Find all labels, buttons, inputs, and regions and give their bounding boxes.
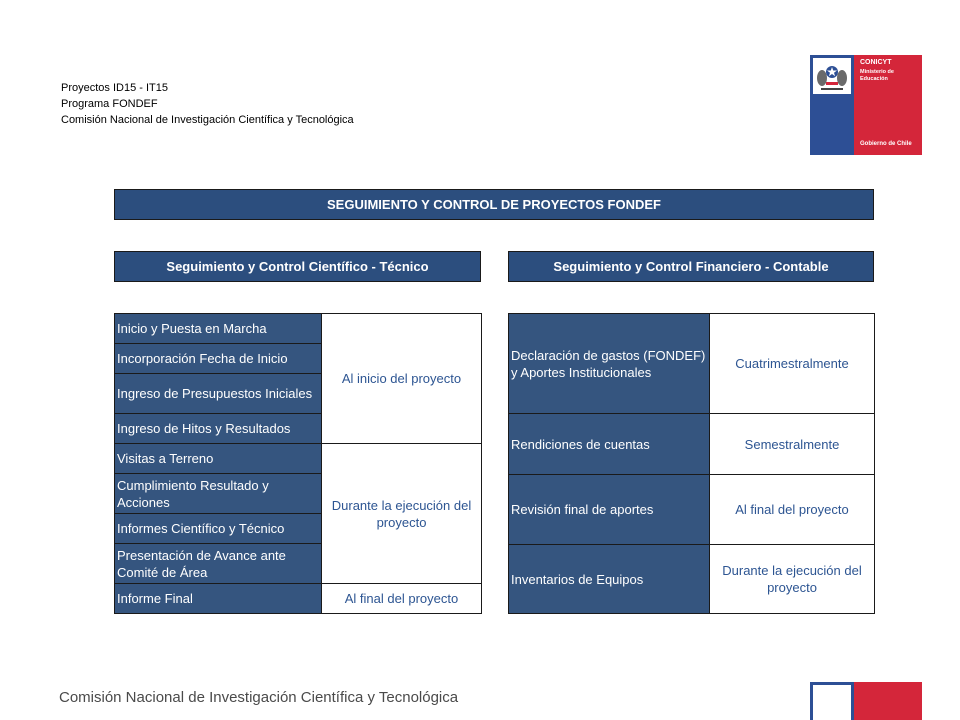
logo-subtitle-1: Ministerio de [860, 69, 894, 75]
table-row [115, 584, 482, 614]
header-line-3: Comisión Nacional de Investigación Científica y Tecnológica [61, 114, 354, 126]
row-label: Rendiciones de cuentas [509, 414, 710, 475]
row-value: Semestralmente [710, 414, 875, 475]
table-row [509, 314, 875, 414]
left-table [114, 313, 482, 614]
right-section-header: Seguimiento y Control Financiero - Contable [508, 251, 874, 282]
row-label: Revisión final de aportes [509, 475, 710, 545]
row-label: Ingreso de Hitos y Resultados [115, 414, 322, 444]
header-text [61, 80, 354, 128]
row-value: Al final del proyecto [710, 475, 875, 545]
header-line-2: Programa FONDEF [61, 98, 158, 110]
conicyt-logo [810, 55, 922, 155]
row-value: Durante la ejecución del proyecto [710, 545, 875, 614]
table-row [509, 475, 875, 545]
row-label: Ingreso de Presupuestos Iniciales [115, 374, 322, 414]
table-row [509, 545, 875, 614]
logo-subtitle [860, 69, 894, 83]
row-label: Visitas a Terreno [115, 444, 322, 474]
row-label: Inventarios de Equipos [509, 545, 710, 614]
row-label: Inicio y Puesta en Marcha [115, 314, 322, 344]
row-label: Incorporación Fecha de Inicio [115, 344, 322, 374]
header-line-1: Proyectos ID15 - IT15 [61, 82, 168, 94]
group-value: Al final del proyecto [322, 584, 482, 614]
row-label: Informe Final [115, 584, 322, 614]
group-value: Al inicio del proyecto [322, 314, 482, 444]
row-label: Informes Científico y Técnico [115, 514, 322, 544]
row-label: Presentación de Avance ante Comité de Área [115, 544, 322, 584]
footer-text: Comisión Nacional de Investigación Científica y Tecnológica [59, 689, 459, 706]
table-row [115, 444, 482, 474]
footer-flag-logo [810, 682, 922, 720]
flag-red [854, 682, 922, 720]
main-title: SEGUIMIENTO Y CONTROL DE PROYECTOS FONDEF [114, 189, 874, 220]
row-label: Declaración de gastos (FONDEF) y Aportes Institucionales [509, 314, 710, 414]
table-row [115, 314, 482, 344]
row-value: Cuatrimestralmente [710, 314, 875, 414]
row-label: Cumplimiento Resultado y Acciones [115, 474, 322, 514]
left-section-header: Seguimiento y Control Científico - Técnico [114, 251, 481, 282]
logo-white-panel [813, 58, 851, 94]
coat-of-arms-icon [813, 58, 851, 94]
logo-title: CONICYT [860, 59, 892, 66]
group-value: Durante la ejecución del proyecto [322, 444, 482, 584]
right-table [508, 313, 875, 614]
table-row [509, 414, 875, 475]
logo-subtitle-2: Educación [860, 76, 888, 82]
logo-bottom-text: Gobierno de Chile [860, 141, 912, 147]
flag-white [813, 685, 851, 720]
